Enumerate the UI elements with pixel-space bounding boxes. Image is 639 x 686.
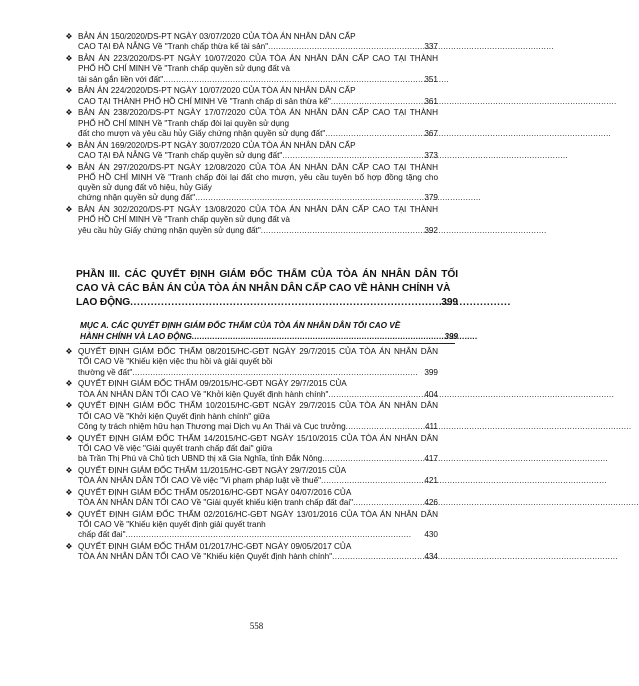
toc-entry[interactable] <box>65 108 438 139</box>
toc-entry[interactable] <box>65 86 438 107</box>
diamond-bullet-icon: ❖ <box>65 108 73 118</box>
diamond-bullet-icon: ❖ <box>65 205 73 215</box>
toc-entry-page: 417 <box>424 454 438 464</box>
toc-entry[interactable] <box>65 465 438 487</box>
toc-list-top <box>65 32 438 237</box>
toc-entry-last: chứng nhận quyền sử dụng đất" <box>78 193 196 203</box>
leader-dots <box>268 42 424 52</box>
toc-entry-last: đất cho mượn và yêu cầu hủy Giấy chứng nhận quyền sử dụng đất" <box>78 128 326 138</box>
toc-entry-lastline <box>78 390 438 400</box>
part-heading-last: LAO ĐỘNG <box>76 297 131 309</box>
toc-entry-page: 351 <box>424 74 438 84</box>
leader-dots <box>126 530 425 540</box>
diamond-bullet-icon: ❖ <box>65 379 73 389</box>
diamond-bullet-icon: ❖ <box>65 347 73 356</box>
leader-dots <box>321 476 424 486</box>
diamond-bullet-icon: ❖ <box>65 542 73 552</box>
toc-entry-text: QUYẾT ĐỊNH GIÁM ĐỐC THẨM 10/2015/HC-GĐT NGÀY 29/7/2015 CỦA TÒA ÁN NHÂN DÂN TỐI CAO Về "Khởi kiện Quyết định hành chính" giữa <box>78 401 438 421</box>
diamond-bullet-icon: ❖ <box>65 401 73 411</box>
toc-entry-last: TÒA ÁN NHÂN DÂN TỐI CAO Về "Giải quyết khiếu kiện tranh chấp đất đai" <box>78 498 354 508</box>
toc-entry-page: 426 <box>424 498 438 508</box>
toc-entry-last: CAO TẠI ĐÀ NẴNG Về "Tranh chấp quyền sử dụng đất" <box>78 150 283 160</box>
section-heading[interactable] <box>80 320 458 342</box>
toc-entry[interactable] <box>65 433 438 465</box>
toc-entry-lastline <box>78 226 438 236</box>
diamond-bullet-icon: ❖ <box>65 53 73 63</box>
toc-entry-page: 399 <box>424 367 438 377</box>
toc-entry-page: 361 <box>424 96 438 106</box>
toc-list-bottom <box>65 347 438 564</box>
toc-entry-text: BẢN ÁN 150/2020/DS-PT NGÀY 03/07/2020 CỦA TÒA ÁN NHÂN DÂN CẤP <box>78 32 356 41</box>
diamond-bullet-icon: ❖ <box>65 162 73 172</box>
diamond-bullet-icon: ❖ <box>65 32 73 41</box>
toc-entry-page: 367 <box>424 128 438 138</box>
part-heading-lastline <box>76 296 458 310</box>
toc-entry-last: chấp đất đai" <box>78 530 126 540</box>
toc-entry-text: QUYẾT ĐỊNH GIÁM ĐỐC THẨM 08/2015/HC-GĐT NGÀY 29/7/2015 CỦA TÒA ÁN NHÂN DÂN TỐI CAO Về "Khiếu kiện việc thu hồi và giải quyết bồi <box>78 347 438 367</box>
diamond-bullet-icon: ❖ <box>65 465 73 475</box>
toc-entry[interactable] <box>65 487 438 509</box>
leader-dots <box>346 422 425 432</box>
toc-entry-last: CAO TẠI ĐÀ NẴNG Về "Tranh chấp thừa kế tài sản" <box>78 42 269 52</box>
section-heading-last: HÀNH CHÍNH VÀ LAO ĐỘNG <box>80 332 192 341</box>
toc-entry-text: QUYẾT ĐỊNH GIÁM ĐỐC THẨM 02/2016/HC-GĐT NGÀY 13/01/2016 CỦA TÒA ÁN NHÂN DÂN TỐI CAO Về "Khiếu kiện quyết định giải quyết tranh <box>78 509 438 530</box>
toc-entry[interactable] <box>65 379 438 400</box>
part-heading-page: 399 <box>441 297 458 309</box>
toc-entry[interactable] <box>65 53 438 85</box>
toc-entry-text: BẢN ÁN 169/2020/DS-PT NGÀY 30/07/2020 CỦA TÒA ÁN NHÂN DÂN CẤP <box>78 140 356 150</box>
toc-entry-lastline <box>78 42 438 52</box>
toc-entry-lastline <box>78 422 438 432</box>
toc-entry-text: QUYẾT ĐỊNH GIÁM ĐỐC THẨM 05/2016/HC-GĐT NGÀY 04/07/2016 CỦA <box>78 487 352 497</box>
toc-entry-page: 411 <box>424 421 438 431</box>
toc-entry[interactable] <box>65 509 438 541</box>
toc-entry-lastline <box>78 552 438 562</box>
toc-entry-last: yêu cầu hủy Giấy chứng nhận quyền sử dụng đất" <box>78 225 261 235</box>
toc-entry[interactable] <box>65 32 438 53</box>
toc-entry[interactable] <box>65 205 438 236</box>
leader-dots <box>331 97 425 107</box>
toc-entry[interactable] <box>65 347 438 378</box>
toc-entry-lastline <box>78 454 438 464</box>
section-heading-page: 399 <box>444 332 458 341</box>
toc-entry-lastline <box>78 129 438 139</box>
leader-dots <box>195 193 424 203</box>
toc-entry-lastline <box>78 498 438 508</box>
leader-dots <box>192 331 444 342</box>
toc-entry-last: bà Trần Thị Phú và Chủ tịch UBND thị xã Gia Nghĩa, tỉnh Đắk Nông <box>78 454 323 464</box>
toc-entry-text: BẢN ÁN 224/2020/DS-PT NGÀY 10/07/2020 CỦA TÒA ÁN NHÂN DÂN CẤP <box>78 86 356 96</box>
diamond-bullet-icon: ❖ <box>65 509 73 519</box>
toc-entry-text: QUYẾT ĐỊNH GIÁM ĐỐC THẨM 11/2015/HC-GĐT NGÀY 29/7/2015 CỦA <box>78 465 347 475</box>
toc-entry-lastline <box>78 97 438 107</box>
leader-dots <box>325 129 424 139</box>
toc-entry-last: Công ty trách nhiệm hữu hạn Thương mại Dịch vụ An Thái và Cục trưởng <box>78 421 346 431</box>
toc-entry-lastline <box>78 476 438 486</box>
leader-dots <box>282 151 424 161</box>
toc-entry[interactable] <box>65 162 438 204</box>
toc-entry-text: BẢN ÁN 238/2020/DS-PT NGÀY 17/07/2020 CỦA TÒA ÁN NHÂN DÂN CẤP CAO TẠI THÀNH PHỐ HỒ CHÍ MINH Về "Tranh chấp đòi lại quyền sử dụng <box>78 108 438 128</box>
toc-entry-text: BẢN ÁN 302/2020/DS-PT NGÀY 13/08/2020 CỦA TÒA ÁN NHÂN DÂN CẤP CAO TẠI THÀNH PHỐ HỒ CHÍ MINH Về "Tranh chấp quyền sử dụng đất và <box>78 205 438 225</box>
diamond-bullet-icon: ❖ <box>65 86 73 96</box>
toc-entry-text: QUYẾT ĐỊNH GIÁM ĐỐC THẨM 01/2017/HC-GĐT NGÀY 09/05/2017 CỦA <box>78 542 352 552</box>
toc-entry-page: 392 <box>424 225 438 235</box>
section-divider <box>80 343 455 344</box>
toc-entry-page: 421 <box>424 476 438 486</box>
toc-entry-page: 379 <box>424 193 438 203</box>
toc-entry-page: 430 <box>424 530 438 540</box>
diamond-bullet-icon: ❖ <box>65 433 73 443</box>
section-heading-lastline <box>80 331 458 342</box>
page-number: 558 <box>249 621 264 631</box>
toc-entry-page: 404 <box>424 389 438 399</box>
toc-entry-page: 434 <box>424 552 438 562</box>
toc-entry-text: BẢN ÁN 223/2020/DS-PT NGÀY 10/07/2020 CỦA TÒA ÁN NHÂN DÂN CẤP CAO TẠI THÀNH PHỐ HỒ CHÍ MINH Về "Tranh chấp quyền sử dụng đất và <box>78 53 438 74</box>
toc-entry-lastline <box>78 193 438 203</box>
toc-entry-text: BẢN ÁN 297/2020/DS-PT NGÀY 12/08/2020 CỦA TÒA ÁN NHÂN DÂN CẤP CAO TẠI THÀNH PHỐ HỒ CHÍ MINH Về "Tranh chấp đòi lại đất cho mượn, yêu cầu tuyên bố hợp đồng tặng cho quyền sử dụng đất vô hiệu, hủy Giấy <box>78 162 438 193</box>
leader-dots <box>261 226 425 236</box>
diamond-bullet-icon: ❖ <box>65 140 73 150</box>
toc-entry-last: thường về đất" <box>78 367 133 377</box>
toc-entry-lastline <box>78 151 438 161</box>
part-heading-text: PHẦN III. CÁC QUYẾT ĐỊNH GIÁM ĐỐC THẨM CỦA TÒA ÁN NHÂN DÂN TỐI CAO VÀ CÁC BẢN ÁN CỦA TÒA ÁN NHÂN DÂN CẤP CAO VỀ HÀNH CHÍNH VÀ <box>76 269 458 295</box>
toc-entry-text: QUYẾT ĐỊNH GIÁM ĐỐC THẨM 14/2015/HC-GĐT NGÀY 15/10/2015 CỦA TÒA ÁN NHÂN DÂN TỐI CAO Về việc "Giải quyết tranh chấp đất đai" giữa <box>78 433 438 453</box>
toc-entry-text: QUYẾT ĐỊNH GIÁM ĐỐC THẨM 09/2015/HC-GĐT NGÀY 29/7/2015 CỦA <box>78 379 347 389</box>
part-heading[interactable] <box>76 268 458 311</box>
leader-dots <box>322 454 424 464</box>
diamond-bullet-icon: ❖ <box>65 487 73 497</box>
toc-entry-page: 373 <box>424 150 438 160</box>
leader-dots <box>163 75 424 85</box>
leader-dots <box>353 498 424 508</box>
toc-entry-lastline <box>78 368 438 378</box>
leader-dots <box>328 390 424 400</box>
toc-entry-lastline <box>78 530 438 540</box>
toc-entry[interactable] <box>65 401 438 432</box>
toc-entry-last: TÒA ÁN NHÂN DÂN TỐI CAO Về "Khởi kiện Quyết định hành chính" <box>78 389 329 399</box>
toc-entry-lastline <box>78 75 438 85</box>
toc-entry-page: 337 <box>424 42 438 52</box>
toc-entry[interactable] <box>65 542 438 563</box>
leader-dots <box>130 296 441 310</box>
toc-entry-last: CAO TẠI THÀNH PHỐ HỒ CHÍ MINH Về "Tranh chấp di sản thừa kế" <box>78 96 331 106</box>
toc-entry[interactable] <box>65 140 438 162</box>
section-heading-text: MỤC A. CÁC QUYẾT ĐỊNH GIÁM ĐỐC THẨM CỦA TÒA ÁN NHÂN DÂN TỐI CAO VỀ <box>80 321 401 330</box>
toc-entry-last: TÒA ÁN NHÂN DÂN TỐI CAO Về việc "Vi phạm pháp luật về thuế" <box>78 476 322 486</box>
toc-entry-last: tài sản gắn liền với đất" <box>78 74 164 84</box>
leader-dots <box>132 368 424 378</box>
toc-entry-last: TÒA ÁN NHÂN DÂN TỐI CAO Về "Khiếu kiện Quyết định hành chính" <box>78 552 333 562</box>
leader-dots <box>332 552 424 562</box>
